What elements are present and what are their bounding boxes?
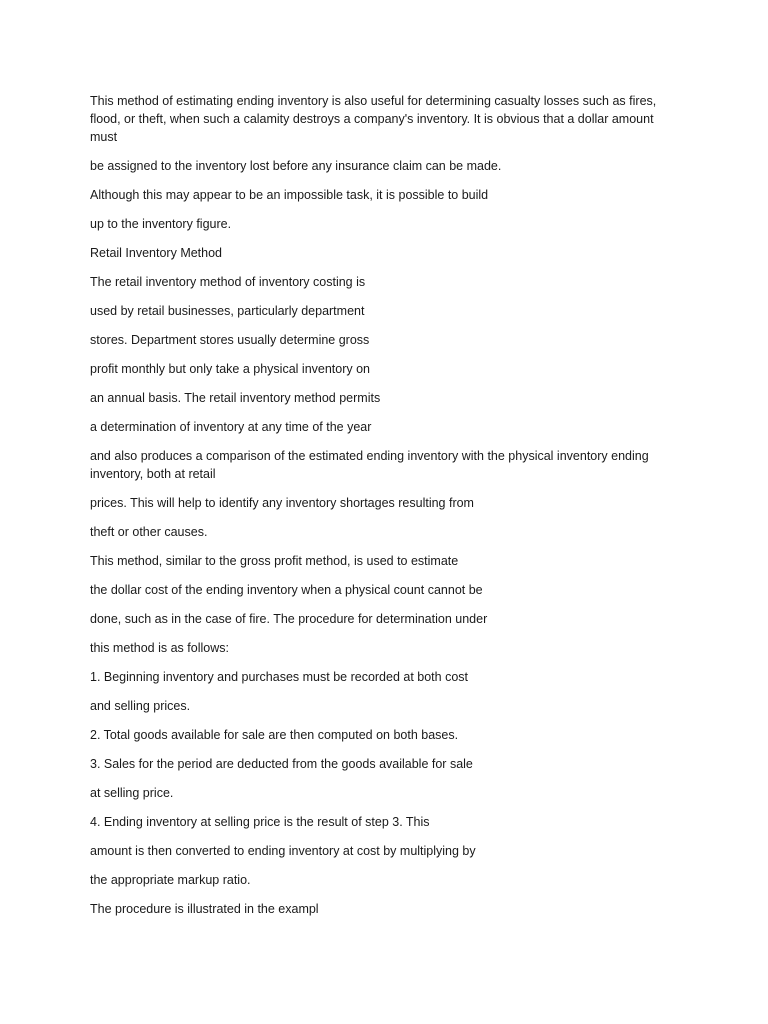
paragraph: Although this may appear to be an impossible task, it is possible to build xyxy=(90,188,489,202)
list-item: 2. Total goods available for sale are then computed on both bases. xyxy=(90,728,459,742)
paragraph: theft or other causes. xyxy=(90,525,208,539)
paragraph: and also produces a comparison of the estimated ending inventory with the physical inventory ending inventory, both at retail xyxy=(90,449,649,481)
list-item: 3. Sales for the period are deducted from the goods available for sale xyxy=(90,757,473,771)
paragraph: The retail inventory method of inventory costing is xyxy=(90,275,366,289)
paragraph: up to the inventory figure. xyxy=(90,217,232,231)
paragraph: done, such as in the case of fire. The procedure for determination under xyxy=(90,612,488,626)
section-heading: Retail Inventory Method xyxy=(90,246,223,260)
list-item: 1. Beginning inventory and purchases must be recorded at both cost xyxy=(90,670,469,684)
paragraph: The procedure is illustrated in the exampl xyxy=(90,902,319,916)
paragraph: the dollar cost of the ending inventory when a physical count cannot be xyxy=(90,583,483,597)
paragraph: at selling price. xyxy=(90,786,174,800)
paragraph: an annual basis. The retail inventory method permits xyxy=(90,391,381,405)
document-body xyxy=(90,92,680,929)
paragraph: This method, similar to the gross profit method, is used to estimate xyxy=(90,554,459,568)
paragraph: the appropriate markup ratio. xyxy=(90,873,251,887)
paragraph: and selling prices. xyxy=(90,699,191,713)
paragraph: profit monthly but only take a physical inventory on xyxy=(90,362,371,376)
paragraph: used by retail businesses, particularly department xyxy=(90,304,365,318)
paragraph: stores. Department stores usually determine gross xyxy=(90,333,370,347)
list-item: 4. Ending inventory at selling price is the result of step 3. This xyxy=(90,815,430,829)
paragraph: prices. This will help to identify any inventory shortages resulting from xyxy=(90,496,474,510)
paragraph: a determination of inventory at any time of the year xyxy=(90,420,372,434)
paragraph: this method is as follows: xyxy=(90,641,229,655)
paragraph: amount is then converted to ending inventory at cost by multiplying by xyxy=(90,844,476,858)
paragraph: be assigned to the inventory lost before any insurance claim can be made. xyxy=(90,159,502,173)
paragraph: This method of estimating ending inventory is also useful for determining casualty losses such as fires, flood, or theft, when such a calamity destroys a company's inventory. It is obvious that a dollar amount must xyxy=(90,94,657,144)
